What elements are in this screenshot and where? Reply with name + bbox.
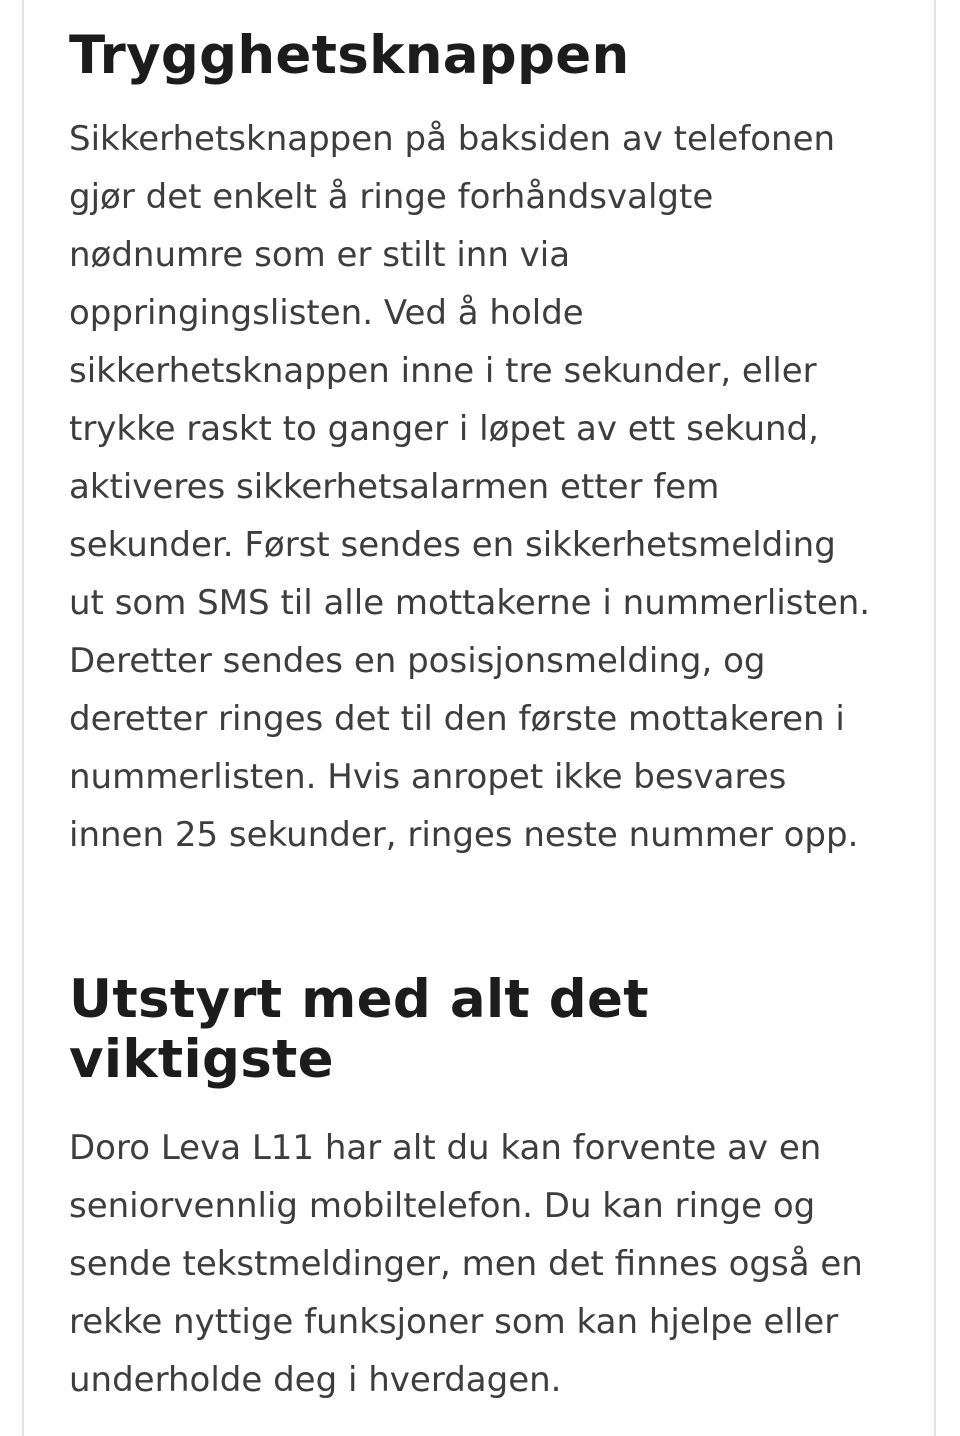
section-paragraph: Sikkerhetsknappen på baksiden av telefonen gjør det enkelt å ringe forhåndsvalgte nødnumre som er stilt inn via oppringingslisten. Ved å holde sikkerhetsknappen inne i tre sekunder, eller trykke raskt to ganger i løpet av ett sekund, aktiveres sikkerhetsalarmen etter fem sekunder. Først sendes en sikkerhetsmelding ut som SMS til alle mottakerne i nummerlisten. Deretter sendes en posisjonsmelding, og deretter ringes det til den første mottakeren i nummerlisten. Hvis anropet ikke besvares innen 25 sekunder, ringes neste nummer opp. <box>69 119 871 855</box>
section-safety-button <box>69 26 899 864</box>
section-heading: Utstyrt med alt det viktigste <box>69 969 649 1090</box>
section-features <box>69 970 899 1409</box>
content-card <box>22 0 936 1436</box>
section-paragraph: Doro Leva L11 har alt du kan forvente av en seniorvennlig mobiltelefon. Du kan ringe og sende tekstmeldinger, men det finnes også en rekke nyttige funksjoner som kan hjelpe eller underholde deg i hverdagen. <box>69 1128 863 1400</box>
article-content <box>69 0 899 1409</box>
section-heading: Trygghetsknappen <box>69 25 630 86</box>
